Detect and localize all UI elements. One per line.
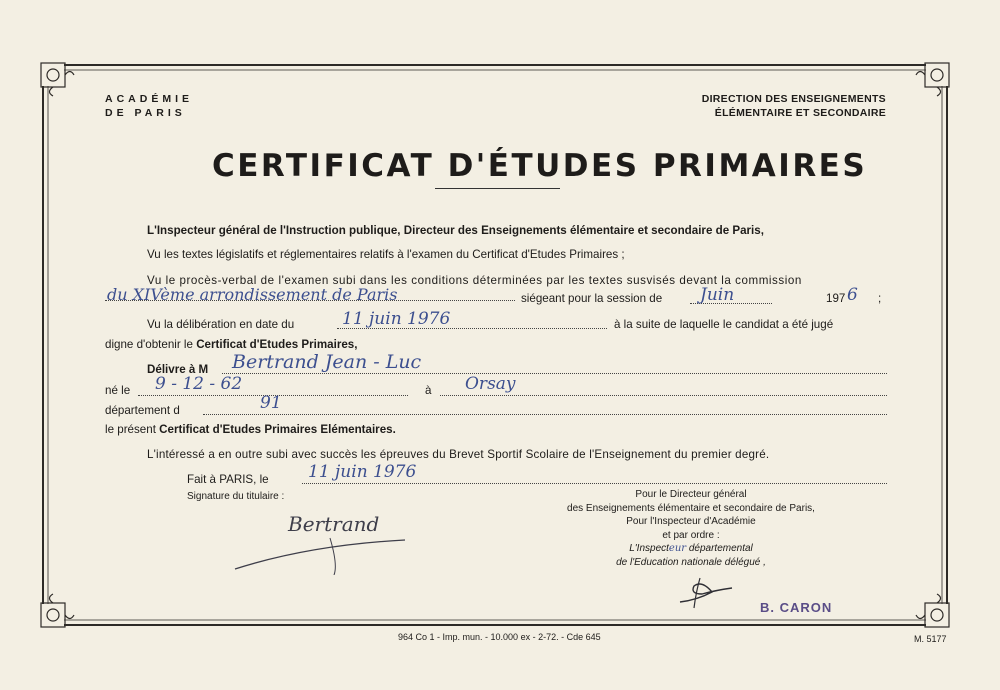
digne-bold: Certificat d'Etudes Primaires,	[196, 338, 358, 351]
signatory-line6: de l'Education nationale délégué ,	[616, 556, 766, 568]
academie-line1: ACADÉMIE	[105, 93, 194, 105]
brevet-line: L'intéressé a en outre subi avec succès les épreuves du Brevet Sportif Scolaire de l'Enseignement du premier degré.	[147, 448, 770, 461]
place-dotted-line	[440, 395, 887, 396]
direction-line2: ÉLÉMENTAIRE ET SECONDAIRE	[714, 107, 886, 119]
departement-label: département d	[105, 404, 180, 417]
fait-handwriting: 11 juin 1976	[308, 462, 417, 482]
signature-titulaire-label: Signature du titulaire :	[187, 491, 285, 502]
digne-label: digne d'obtenir le	[105, 338, 193, 351]
vu-deliberation-label: Vu la délibération en date du	[147, 318, 295, 331]
fait-dotted-line	[302, 483, 887, 484]
session-handwriting: Juin	[700, 285, 735, 305]
fait-label: Fait à PARIS, le	[187, 473, 269, 486]
ne-le-label: né le	[105, 384, 131, 397]
signatory-line3: Pour l'Inspecteur d'Académie	[626, 516, 756, 527]
direction-header	[702, 92, 886, 120]
vu-textes-line: Vu les textes législatifs et réglementaires relatifs à l'examen du Certificat d'Etudes Primaires ;	[147, 248, 625, 261]
name-dotted-line	[222, 373, 887, 374]
birth-handwriting: 9 - 12 - 62	[155, 374, 243, 394]
vu-proces-line: Vu le procès-verbal de l'examen subi dans les conditions déterminées par les textes susvisés devant la commission	[147, 274, 802, 287]
academie-header	[105, 92, 193, 120]
place-handwriting: Orsay	[465, 374, 516, 394]
dept-dotted-line	[203, 414, 887, 415]
signatory-line5	[556, 542, 826, 556]
signature-flourish	[230, 535, 410, 575]
official-signature	[672, 572, 742, 612]
commission-handwriting: du XIVème arrondissement de Paris	[107, 285, 398, 304]
print-reference: 964 Co 1 - Imp. mun. - 10.000 ex - 2-72. - Cde 645	[398, 632, 601, 642]
signatory-line5-b: départemental	[686, 543, 753, 554]
present-label: le présent	[105, 423, 156, 436]
signatory-line5-hand: eur	[668, 543, 687, 554]
academie-line2: DE PARIS	[105, 107, 186, 119]
a-label: à	[425, 384, 432, 397]
certificate-title: CERTIFICAT D'ÉTUDES PRIMAIRES	[212, 148, 868, 184]
present-line	[105, 423, 396, 436]
model-number: M. 5177	[914, 634, 947, 644]
suite-label: à la suite de laquelle le candidat a été jugé	[614, 318, 834, 331]
year-handwriting: 6	[847, 285, 858, 305]
inspector-line: L'Inspecteur général de l'Instruction publique, Directeur des Enseignements élémentaire et secondaire de Paris,	[147, 224, 764, 237]
siegeant-label: siégeant pour la session de	[521, 292, 663, 305]
signatory-block	[556, 488, 826, 569]
titulaire-signature: Bertrand	[288, 512, 380, 536]
semicolon: ;	[878, 292, 882, 305]
direction-line1: DIRECTION DES ENSEIGNEMENTS	[701, 93, 886, 105]
dept-handwriting: 91	[260, 393, 282, 413]
delivre-label: Délivre à M	[147, 363, 209, 376]
signatory-line2: des Enseignements élémentaire et secondaire de Paris,	[567, 502, 815, 514]
title-rule	[435, 188, 560, 189]
present-bold: Certificat d'Etudes Primaires Elémentaires.	[159, 423, 396, 436]
year-prefix: 197	[826, 292, 846, 305]
signatory-line5-a: L'Inspect	[629, 543, 669, 554]
name-handwriting: Bertrand Jean - Luc	[232, 351, 422, 373]
signatory-line1: Pour le Directeur général	[635, 489, 747, 500]
deliberation-handwriting: 11 juin 1976	[342, 309, 451, 329]
caron-stamp: B. CARON	[760, 600, 833, 615]
digne-line	[105, 338, 357, 351]
signatory-line4: et par ordre :	[662, 529, 720, 541]
